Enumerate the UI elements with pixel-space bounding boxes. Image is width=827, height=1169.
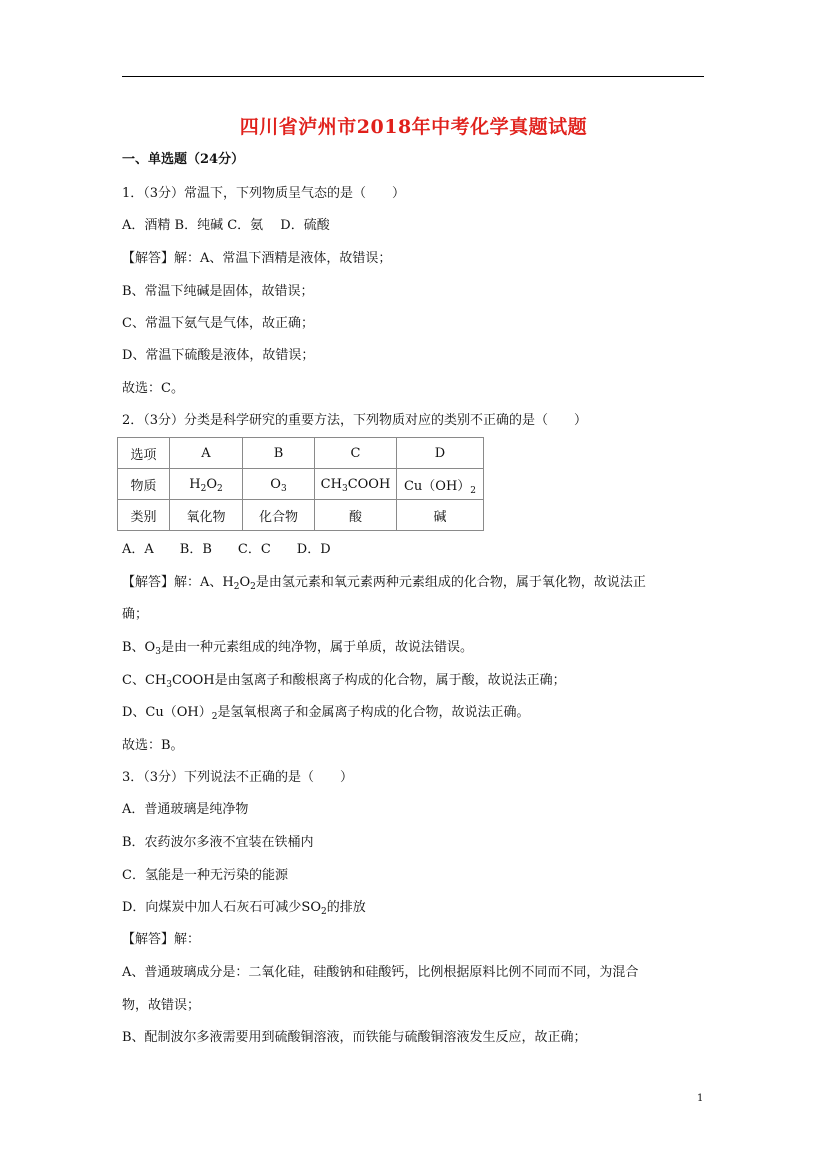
formula-cell: $O_3$ (243, 469, 315, 500)
table-cell: 物质 (118, 469, 170, 500)
table-cell: 选项 (118, 438, 170, 469)
table-row (118, 438, 484, 469)
table-cell: 类别 (118, 500, 170, 531)
document-title: 四川省泸州市2018年中考化学真题试题 (239, 116, 588, 138)
table-row (118, 469, 484, 500)
table-cell: A (170, 438, 243, 469)
table-row (118, 500, 484, 531)
q3-answer-b: B、配制波尔多液需要用到硫酸铜溶液，而铁能与硫酸铜溶液发生反应，故正确； (122, 1030, 587, 1045)
q3-answer-head: 【解答】解： (122, 932, 201, 947)
q3-stem: 3．（3分）下列说法不正确的是（ ） (122, 770, 354, 785)
q2-answer-b: B、$O_3$是由一种元素组成的纯净物，属于单质，故说法错误。 (122, 640, 473, 657)
formula-cell: $Cu(OH)_2$ (397, 469, 484, 500)
table-cell: C (315, 438, 397, 469)
q1-answer-line: B、常温下纯碱是固体，故错误； (122, 284, 314, 299)
q2-stem: 2．（3分）分类是科学研究的重要方法，下列物质对应的类别不正确的是（ ） (122, 413, 588, 428)
q2-answer-a-cont: 确； (122, 607, 149, 622)
q2-choice: 故选：B。 (122, 738, 184, 753)
table-cell: 碱 (397, 500, 484, 531)
q3-answer-a-cont: 物，故错误； (122, 998, 201, 1013)
formula-cell: $H_2O_2$ (170, 469, 243, 500)
q2-answer-d: D、$Cu(OH)_2$是氢氧根离子和金属离子构成的化合物，故说法正确。 (122, 705, 530, 722)
section-heading: 一、单选题（24分） (122, 152, 245, 167)
q1-answer-line: D、常温下硫酸是液体，故错误； (122, 348, 315, 363)
page-number: 1 (697, 1093, 704, 1104)
table-cell: B (243, 438, 315, 469)
table-cell: 化合物 (243, 500, 315, 531)
table-cell: 氧化物 (170, 500, 243, 531)
q2-answer-c: C、$CH_3COOH$是由氢离子和酸根离子构成的化合物，属于酸，故说法正确； (122, 673, 566, 690)
q3-option-c: C．氢能是一种无污染的能源 (122, 868, 288, 883)
q1-answer-line: C、常温下氨气是气体，故正确； (122, 316, 314, 331)
q3-option-a: A．普通玻璃是纯净物 (122, 802, 249, 817)
table-cell: 酸 (315, 500, 397, 531)
q3-option-d: D．向煤炭中加人石灰石可减少$SO_2$的排放 (122, 900, 366, 917)
q1-choice: 故选：C。 (122, 381, 184, 396)
q3-option-b: B．农药波尔多液不宜装在铁桶内 (122, 835, 314, 850)
q1-options: A．酒精 B．纯碱 C．氨 D．硫酸 (122, 218, 330, 233)
q2-answer-a: 【解答】解：A、$H_2O_2$是由氢元素和氧元素两种元素组成的化合物，属于氧化物，故说法正 (122, 575, 646, 592)
q1-answer-line: 【解答】解：A、常温下酒精是液体，故错误； (122, 251, 392, 266)
q2-options: A．A B．B C．C D．D (122, 542, 331, 557)
table-cell: D (397, 438, 484, 469)
header-rule (122, 76, 704, 77)
q3-answer-a: A、普通玻璃成分是：二氧化硅，硅酸钠和硅酸钙，比例根据原料比例不同而不同，为混合 (122, 965, 639, 980)
q2-table (117, 437, 484, 531)
q1-stem: 1．（3分）常温下，下列物质呈气态的是（ ） (122, 186, 406, 201)
formula-cell: $CH_3COOH$ (315, 469, 397, 500)
